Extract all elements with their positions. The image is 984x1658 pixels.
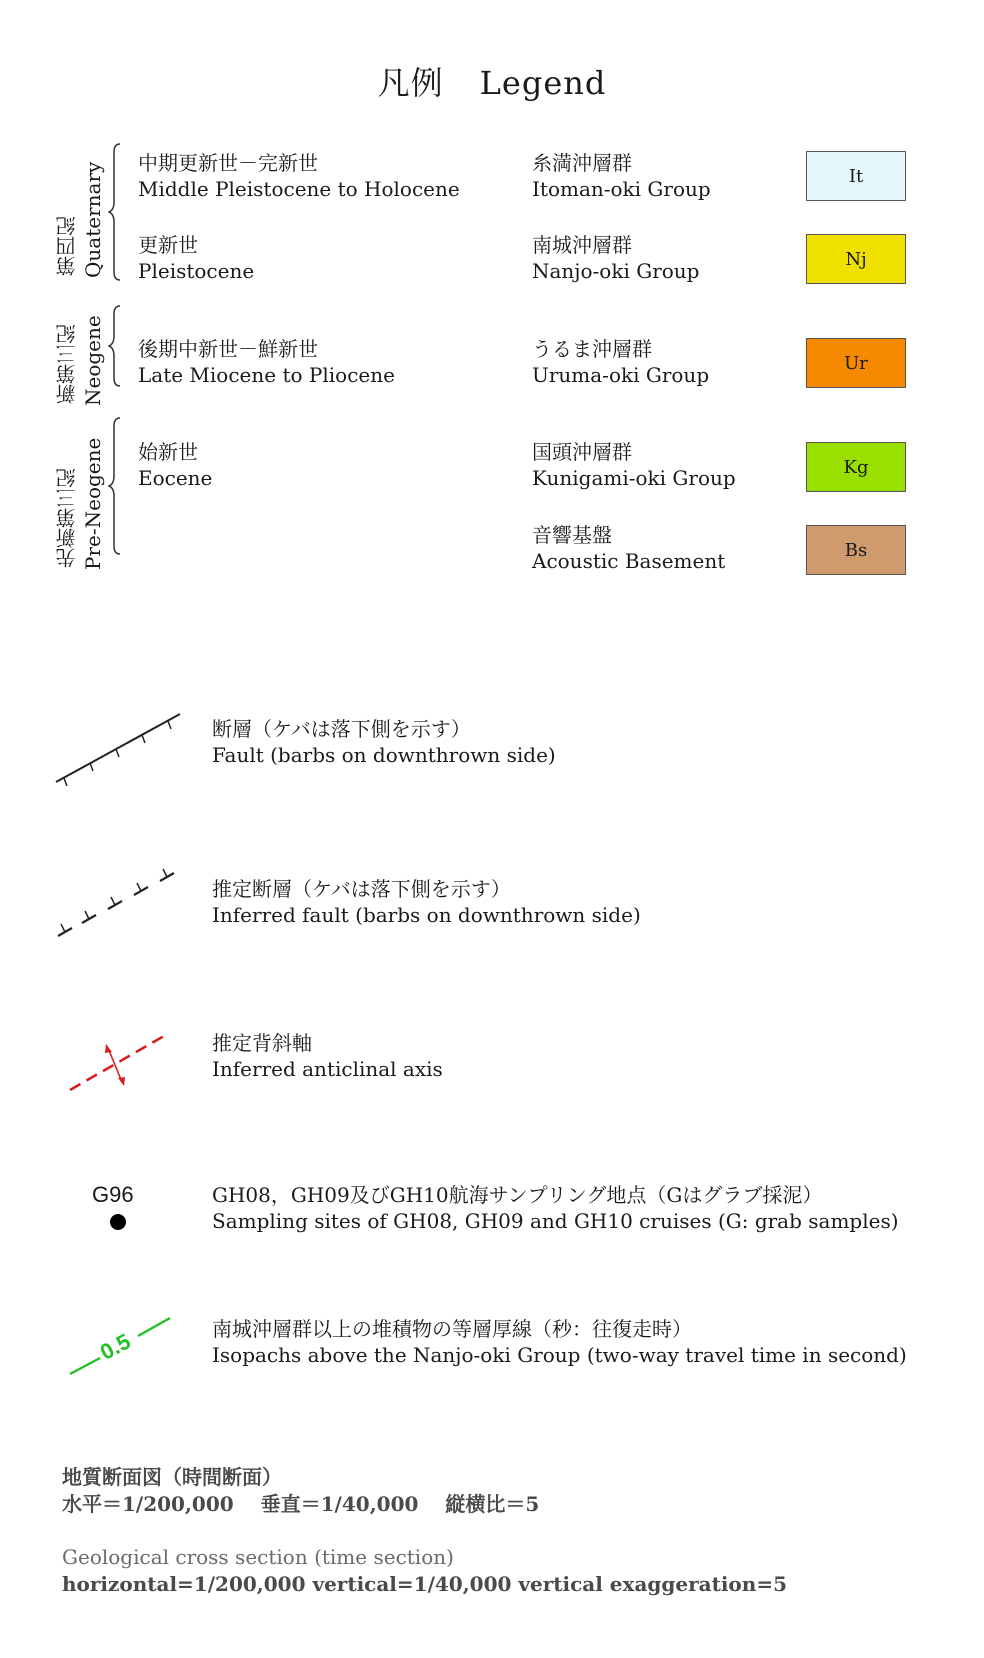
unit-swatch-it [806, 151, 906, 201]
epoch-eocene [138, 439, 212, 491]
period-quaternary-en: Quaternary [81, 161, 105, 278]
unit-code: Bs [844, 539, 868, 561]
symbol-jp: 推定断層（ケバは落下側を示す） [212, 877, 511, 901]
symbol-inferred-anticlinal-axis [212, 1030, 443, 1082]
epoch-en: Middle Pleistocene to Holocene [138, 177, 460, 201]
unit-swatch-ur [806, 338, 906, 388]
unit-swatch-nj [806, 234, 906, 284]
epoch-late-miocene-pliocene [138, 336, 395, 388]
legend-title-jp: 凡例 [377, 64, 444, 102]
epoch-middle-pleistocene-holocene [138, 150, 460, 202]
symbol-jp: 推定背斜軸 [212, 1031, 312, 1055]
epoch-en: Pleistocene [138, 259, 255, 283]
epoch-en: Eocene [138, 466, 213, 490]
unit-code: Ur [844, 352, 868, 374]
symbol-sampling-sites [212, 1182, 899, 1234]
brace-neogene [108, 304, 124, 388]
unit-en: Kunigami-oki Group [532, 466, 736, 490]
unit-jp: 糸満沖層群 [532, 151, 632, 175]
symbol-en: Isopachs above the Nanjo-oki Group (two-way travel time in second) [212, 1343, 907, 1367]
unit-code: Nj [845, 248, 867, 270]
unit-code: Kg [843, 456, 869, 478]
period-quaternary-jp: 第四紀 [55, 216, 79, 276]
symbol-jp: 南城沖層群以上の堆積物の等層厚線（秒：往復走時） [212, 1317, 692, 1341]
symbol-isopach [212, 1316, 907, 1368]
symbol-en: Fault (barbs on downthrown side) [212, 743, 556, 767]
fault-icon [52, 708, 186, 786]
symbol-fault [212, 716, 556, 768]
cross-section-jp [62, 1464, 539, 1518]
symbol-jp: GH08，GH09及びGH10航海サンプリング地点（Gはグラブ採泥） [212, 1183, 823, 1207]
unit-en: Uruma-oki Group [532, 363, 710, 387]
period-pre-neogene-jp: 先新第三紀 [55, 468, 79, 568]
unit-acoustic-basement [532, 522, 725, 574]
sampling-site-icon [108, 1212, 128, 1232]
epoch-jp: 更新世 [138, 233, 198, 257]
symbol-en: Sampling sites of GH08, GH09 and GH10 cruises (G: grab samples) [212, 1209, 899, 1233]
epoch-en: Late Miocene to Pliocene [138, 363, 395, 387]
unit-kunigami-oki [532, 439, 736, 491]
cross-section-en [62, 1544, 787, 1598]
unit-en: Acoustic Basement [532, 549, 726, 573]
unit-en: Nanjo-oki Group [532, 259, 700, 283]
symbol-en: Inferred anticlinal axis [212, 1057, 443, 1081]
cross-section-jp-title: 地質断面図（時間断面） [62, 1465, 282, 1489]
symbol-inferred-fault [212, 876, 641, 928]
isopach-icon [66, 1314, 176, 1378]
unit-jp: 国頭沖層群 [532, 440, 632, 464]
unit-en: Itoman-oki Group [532, 177, 711, 201]
brace-pre-neogene [108, 416, 124, 558]
unit-nanjo-oki [532, 232, 699, 284]
legend-title [0, 58, 984, 104]
brace-quaternary [108, 142, 124, 282]
unit-swatch-bs [806, 525, 906, 575]
period-neogene-en: Neogene [81, 315, 105, 406]
unit-jp: 南城沖層群 [532, 233, 632, 257]
unit-uruma-oki [532, 336, 709, 388]
cross-section-en-scale: horizontal=1/200,000 vertical=1/40,000 vertical exaggeration=5 [62, 1572, 787, 1596]
epoch-jp: 後期中新世－鮮新世 [138, 337, 318, 361]
symbol-jp: 断層（ケバは落下側を示す） [212, 717, 471, 741]
cross-section-en-title: Geological cross section (time section) [62, 1545, 454, 1569]
unit-jp: うるま沖層群 [532, 337, 652, 361]
unit-jp: 音響基盤 [532, 523, 612, 547]
unit-swatch-kg [806, 442, 906, 492]
isopach-value: 0.5 [95, 1328, 135, 1365]
cross-section-jp-scale: 水平＝1/200,000 垂直＝1/40,000 縦横比＝5 [62, 1492, 540, 1516]
unit-itoman-oki [532, 150, 711, 202]
symbol-en: Inferred fault (barbs on downthrown side) [212, 903, 641, 927]
unit-code: It [848, 165, 864, 187]
period-pre-neogene-en: Pre-Neogene [81, 437, 105, 570]
epoch-jp: 中期更新世－完新世 [138, 151, 318, 175]
epoch-jp: 始新世 [138, 440, 198, 464]
inferred-fault-icon [52, 868, 186, 940]
inferred-anticlinal-axis-icon [64, 1024, 174, 1094]
period-neogene-jp: 新第三紀 [55, 324, 79, 404]
sampling-site-label: G96 [92, 1182, 134, 1207]
epoch-pleistocene [138, 232, 254, 284]
legend-title-en: Legend [479, 64, 607, 102]
